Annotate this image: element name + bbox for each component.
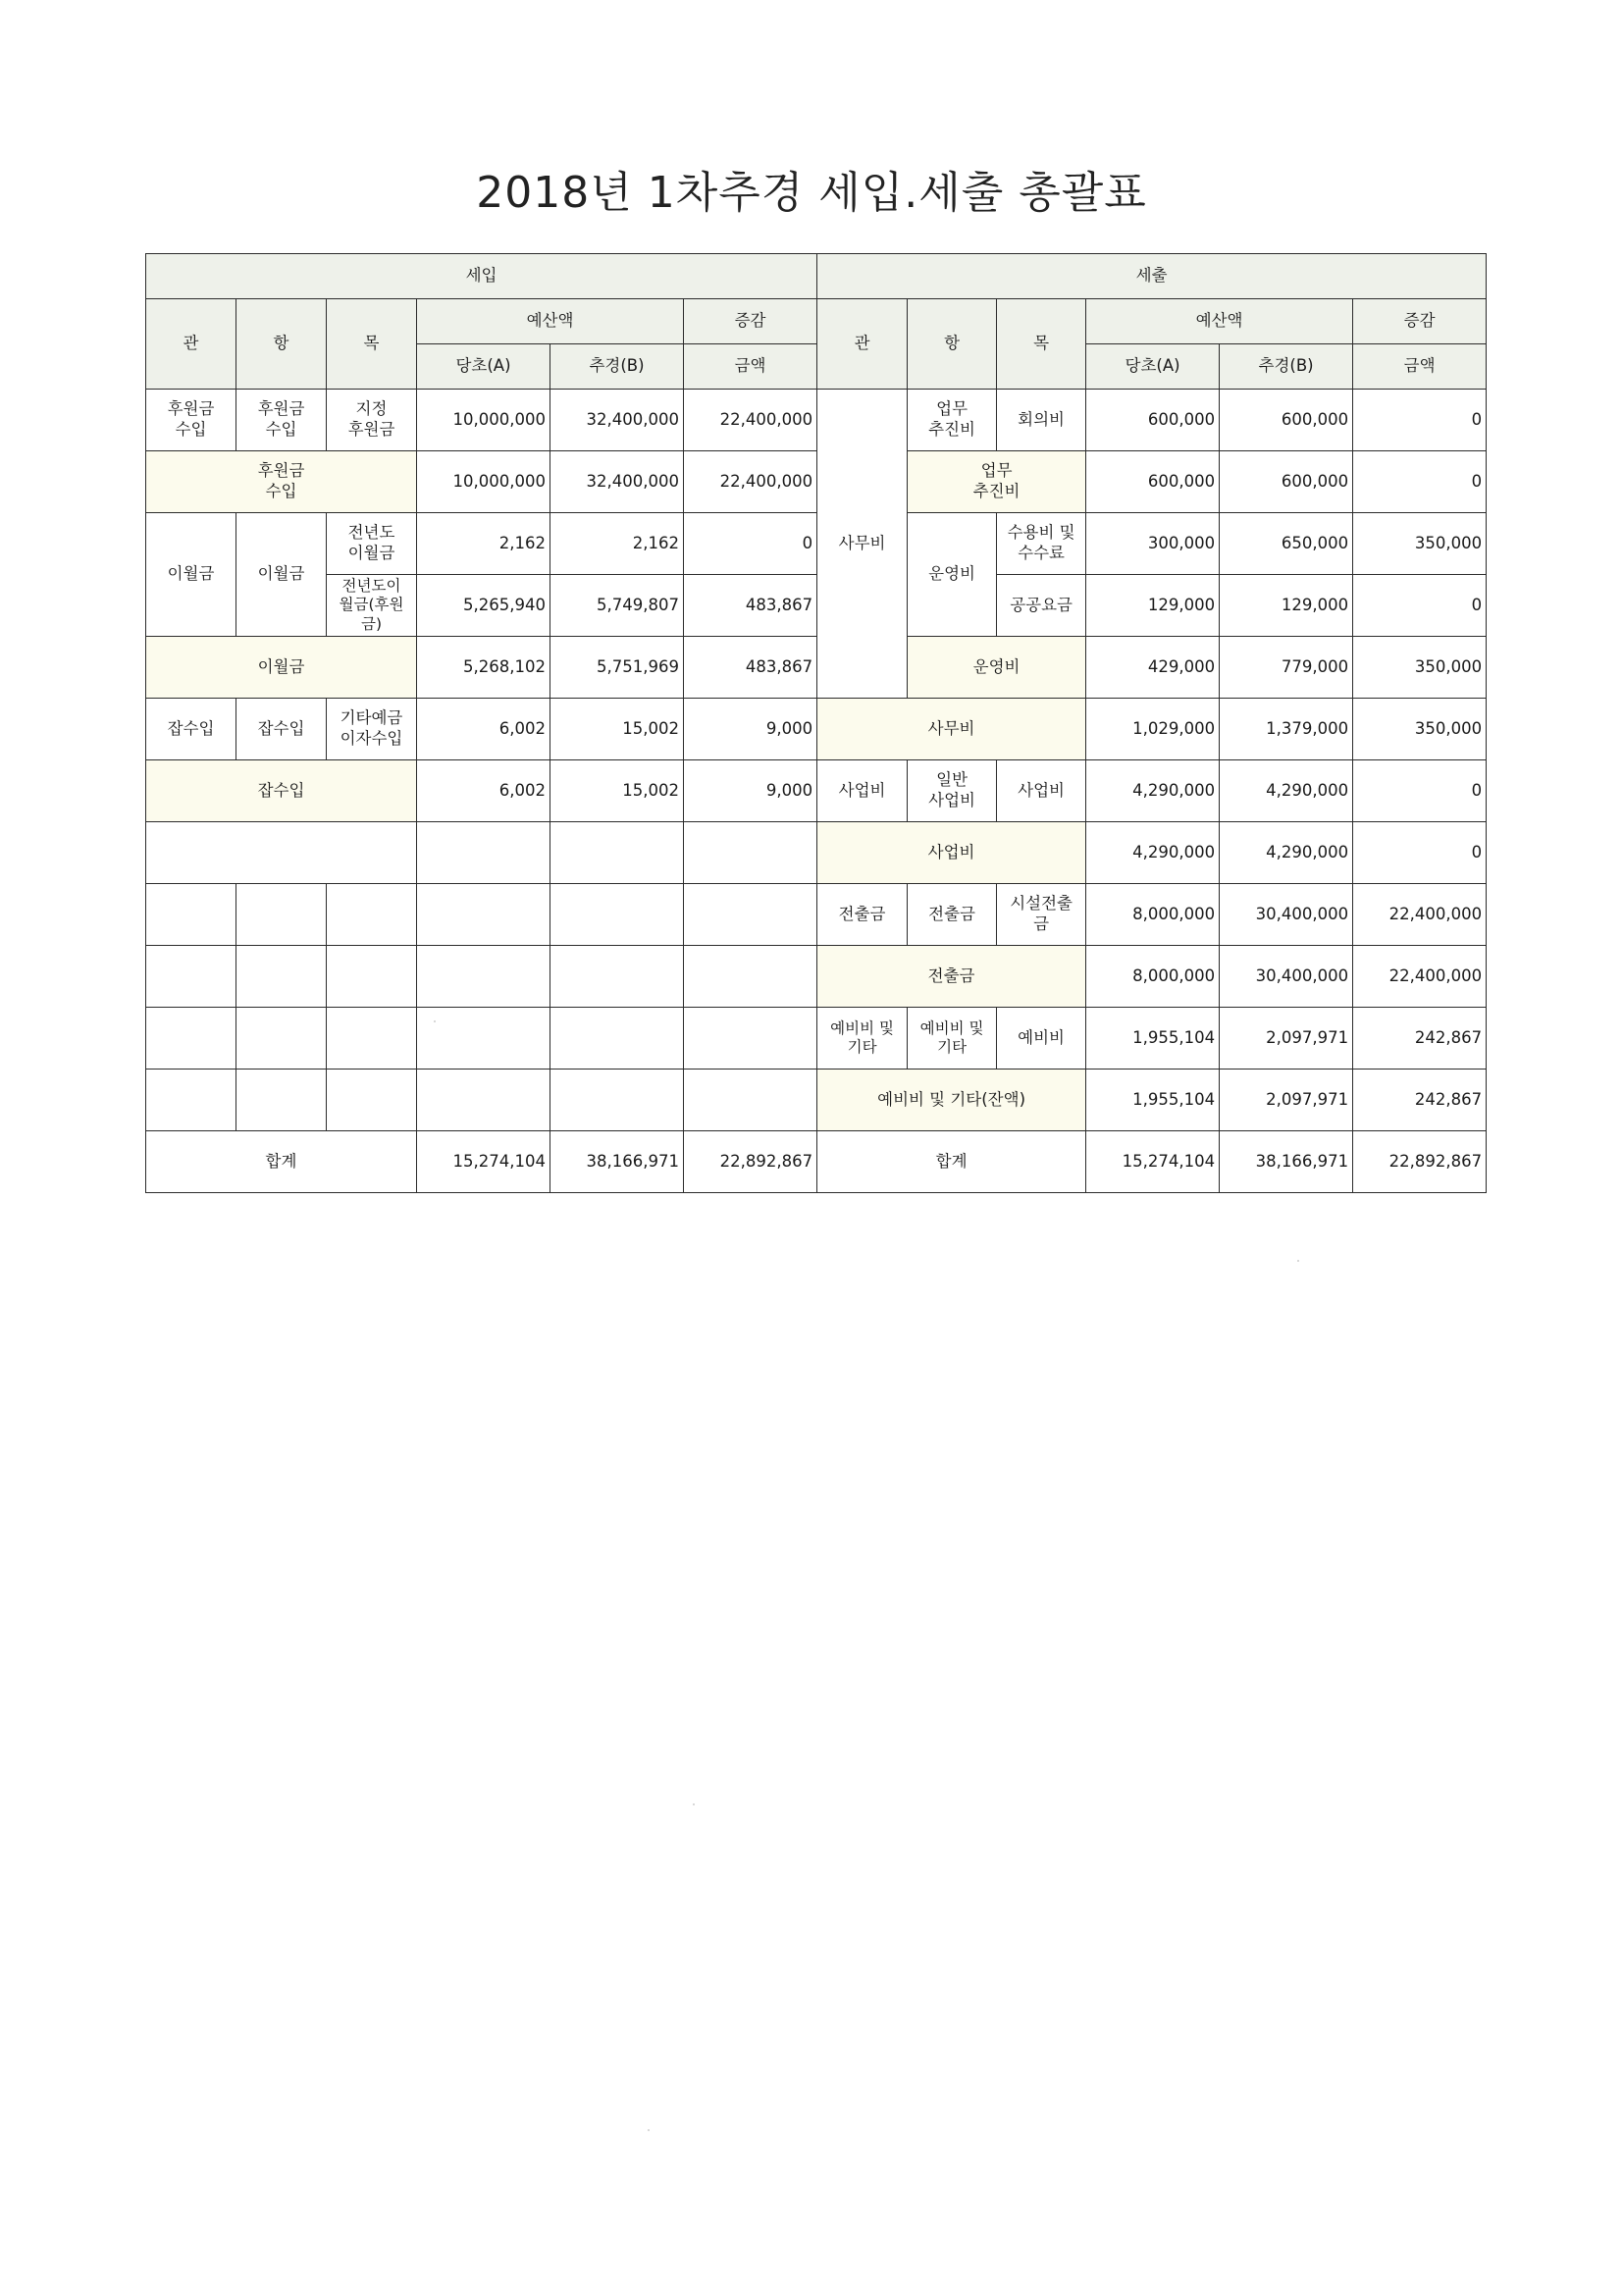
- rev-empty-cell: [327, 884, 417, 946]
- rev-revised-cell: 15,002: [550, 699, 684, 760]
- rev-subtotal-label: 후원금 수입: [146, 451, 417, 513]
- exp-revised-cell: 1,379,000: [1220, 699, 1353, 760]
- expense-header: 세출: [817, 254, 1487, 299]
- rev-hang-cell: 후원금 수입: [236, 390, 327, 451]
- rev-subtotal-label: 잡수입: [146, 760, 417, 822]
- budget-summary-table: [145, 253, 1487, 1193]
- rev-gwan-cell: 잡수입: [146, 699, 236, 760]
- rev-empty-cell: [417, 822, 550, 884]
- exp-original-cell: 4,290,000: [1086, 760, 1220, 822]
- rev-amount-header: 금액: [684, 344, 817, 390]
- rev-original-cell: 5,265,940: [417, 575, 550, 637]
- rev-hang-cell: 이월금: [236, 513, 327, 637]
- exp-total-change: 22,892,867: [1353, 1131, 1487, 1193]
- exp-amount-header: 금액: [1353, 344, 1487, 390]
- rev-gwan-header: 관: [146, 299, 236, 390]
- exp-revised-cell: 779,000: [1220, 637, 1353, 699]
- exp-revised-cell: 600,000: [1220, 390, 1353, 451]
- rev-empty-cell: [146, 1070, 236, 1131]
- rev-empty-cell: [684, 1070, 817, 1131]
- rev-empty-cell: [236, 946, 327, 1008]
- exp-gwan-cell-samubi: 사무비: [817, 390, 908, 699]
- exp-subtotal-label: 사무비: [817, 699, 1086, 760]
- total-row: [146, 1131, 1487, 1193]
- rev-change-cell: 483,867: [684, 575, 817, 637]
- exp-total-label: 합계: [817, 1131, 1086, 1193]
- exp-change-cell: 0: [1353, 822, 1487, 884]
- rev-change-cell: 22,400,000: [684, 390, 817, 451]
- rev-revised-header: 추경(B): [550, 344, 684, 390]
- rev-empty-cell: [146, 884, 236, 946]
- header-row-columns: [146, 299, 1487, 344]
- exp-subtotal-label: 사업비: [817, 822, 1086, 884]
- table-row: [146, 1008, 1487, 1070]
- exp-change-cell: 0: [1353, 390, 1487, 451]
- rev-empty-cell: [684, 822, 817, 884]
- exp-revised-cell: 2,097,971: [1220, 1070, 1353, 1131]
- rev-total-change: 22,892,867: [684, 1131, 817, 1193]
- exp-mok-cell: 사업비: [997, 760, 1086, 822]
- rev-empty-cell: [417, 884, 550, 946]
- exp-subtotal-label: 운영비: [908, 637, 1086, 699]
- exp-original-cell: 1,029,000: [1086, 699, 1220, 760]
- scan-speck: [434, 1020, 436, 1022]
- rev-empty-cell: [550, 822, 684, 884]
- rev-empty-cell: [550, 1008, 684, 1070]
- rev-mok-cell: 전년도 이월금: [327, 513, 417, 575]
- exp-original-header: 당초(A): [1086, 344, 1220, 390]
- table-row: [146, 760, 1487, 822]
- rev-empty-cell: [684, 884, 817, 946]
- exp-revised-cell: 600,000: [1220, 451, 1353, 513]
- table-row: [146, 822, 1487, 884]
- revenue-header: 세입: [146, 254, 817, 299]
- exp-change-cell: 22,400,000: [1353, 946, 1487, 1008]
- exp-gwan-cell: 사업비: [817, 760, 908, 822]
- rev-mok-header: 목: [327, 299, 417, 390]
- exp-original-cell: 8,000,000: [1086, 884, 1220, 946]
- rev-revised-cell: 32,400,000: [550, 451, 684, 513]
- exp-original-cell: 129,000: [1086, 575, 1220, 637]
- exp-original-cell: 4,290,000: [1086, 822, 1220, 884]
- rev-hang-header: 항: [236, 299, 327, 390]
- rev-mok-cell: 지정 후원금: [327, 390, 417, 451]
- table-row: [146, 946, 1487, 1008]
- rev-empty-cell: [236, 1008, 327, 1070]
- table-row: [146, 513, 1487, 575]
- exp-change-cell: 0: [1353, 575, 1487, 637]
- table-row: [146, 699, 1487, 760]
- exp-original-cell: 600,000: [1086, 390, 1220, 451]
- rev-revised-cell: 5,751,969: [550, 637, 684, 699]
- exp-total-revised: 38,166,971: [1220, 1131, 1353, 1193]
- rev-mok-cell: 기타예금 이자수입: [327, 699, 417, 760]
- table-row: [146, 1070, 1487, 1131]
- rev-revised-cell: 15,002: [550, 760, 684, 822]
- rev-empty-cell: [236, 884, 327, 946]
- exp-hang-cell: 업무 추진비: [908, 390, 997, 451]
- table-row: [146, 451, 1487, 513]
- rev-gwan-cell: 후원금 수입: [146, 390, 236, 451]
- rev-change-cell: 9,000: [684, 699, 817, 760]
- rev-revised-cell: 2,162: [550, 513, 684, 575]
- exp-change-cell: 0: [1353, 451, 1487, 513]
- exp-change-cell: 350,000: [1353, 699, 1487, 760]
- exp-hang-header: 항: [908, 299, 997, 390]
- rev-empty-cell: [550, 1070, 684, 1131]
- header-row-sections: [146, 254, 1487, 299]
- scan-speck: [1297, 1260, 1299, 1262]
- rev-empty-cell: [327, 946, 417, 1008]
- exp-mok-cell: 시설전출 금: [997, 884, 1086, 946]
- exp-revised-cell: 30,400,000: [1220, 884, 1353, 946]
- rev-gwan-cell: 이월금: [146, 513, 236, 637]
- table-row: [146, 884, 1487, 946]
- rev-change-cell: 0: [684, 513, 817, 575]
- exp-hang-cell: 운영비: [908, 513, 997, 637]
- rev-mok-cell: 전년도이 월금(후원 금): [327, 575, 417, 637]
- exp-revised-cell: 2,097,971: [1220, 1008, 1353, 1070]
- table-row: [146, 390, 1487, 451]
- exp-original-cell: 600,000: [1086, 451, 1220, 513]
- exp-revised-cell: 4,290,000: [1220, 822, 1353, 884]
- rev-original-cell: 6,002: [417, 699, 550, 760]
- rev-empty-cell: [417, 946, 550, 1008]
- exp-mok-cell: 예비비: [997, 1008, 1086, 1070]
- exp-original-cell: 8,000,000: [1086, 946, 1220, 1008]
- rev-empty-cell: [417, 1070, 550, 1131]
- exp-original-cell: 429,000: [1086, 637, 1220, 699]
- rev-revised-cell: 32,400,000: [550, 390, 684, 451]
- exp-gwan-cell: 예비비 및 기타: [817, 1008, 908, 1070]
- exp-change-cell: 242,867: [1353, 1008, 1487, 1070]
- rev-original-cell: 5,268,102: [417, 637, 550, 699]
- rev-empty-cell: [146, 822, 417, 884]
- rev-change-cell: 483,867: [684, 637, 817, 699]
- exp-mok-cell: 공공요금: [997, 575, 1086, 637]
- exp-change-cell: 22,400,000: [1353, 884, 1487, 946]
- exp-hang-cell: 예비비 및 기타: [908, 1008, 997, 1070]
- exp-original-cell: 1,955,104: [1086, 1008, 1220, 1070]
- rev-total-original: 15,274,104: [417, 1131, 550, 1193]
- exp-revised-cell: 4,290,000: [1220, 760, 1353, 822]
- exp-revised-cell: 129,000: [1220, 575, 1353, 637]
- rev-original-cell: 2,162: [417, 513, 550, 575]
- rev-empty-cell: [236, 1070, 327, 1131]
- rev-empty-cell: [550, 884, 684, 946]
- rev-empty-cell: [684, 946, 817, 1008]
- exp-subtotal-label: 업무 추진비: [908, 451, 1086, 513]
- rev-empty-cell: [327, 1070, 417, 1131]
- rev-original-cell: 10,000,000: [417, 390, 550, 451]
- rev-original-header: 당초(A): [417, 344, 550, 390]
- rev-change-cell: 22,400,000: [684, 451, 817, 513]
- table-row: [146, 575, 1487, 637]
- exp-hang-cell: 전출금: [908, 884, 997, 946]
- rev-empty-cell: [146, 1008, 236, 1070]
- exp-total-original: 15,274,104: [1086, 1131, 1220, 1193]
- exp-change-header: 증감: [1353, 299, 1487, 344]
- exp-original-cell: 300,000: [1086, 513, 1220, 575]
- rev-total-label: 합계: [146, 1131, 417, 1193]
- rev-empty-cell: [417, 1008, 550, 1070]
- exp-subtotal-label: 전출금: [817, 946, 1086, 1008]
- exp-change-cell: 0: [1353, 760, 1487, 822]
- scan-speck: [648, 2129, 650, 2131]
- rev-change-cell: 9,000: [684, 760, 817, 822]
- rev-original-cell: 6,002: [417, 760, 550, 822]
- rev-original-cell: 10,000,000: [417, 451, 550, 513]
- rev-empty-cell: [146, 946, 236, 1008]
- rev-empty-cell: [550, 946, 684, 1008]
- table-row: [146, 637, 1487, 699]
- rev-hang-cell: 잡수입: [236, 699, 327, 760]
- exp-mok-cell: 수용비 및 수수료: [997, 513, 1086, 575]
- rev-subtotal-label: 이월금: [146, 637, 417, 699]
- exp-revised-cell: 30,400,000: [1220, 946, 1353, 1008]
- exp-revised-cell: 650,000: [1220, 513, 1353, 575]
- exp-change-cell: 242,867: [1353, 1070, 1487, 1131]
- rev-change-header: 증감: [684, 299, 817, 344]
- exp-hang-cell: 일반 사업비: [908, 760, 997, 822]
- exp-mok-header: 목: [997, 299, 1086, 390]
- exp-gwan-cell: 전출금: [817, 884, 908, 946]
- rev-empty-cell: [684, 1008, 817, 1070]
- exp-gwan-header: 관: [817, 299, 908, 390]
- rev-budget-header: 예산액: [417, 299, 684, 344]
- scan-speck: [693, 1803, 695, 1805]
- exp-subtotal-label: 예비비 및 기타(잔액): [817, 1070, 1086, 1131]
- exp-change-cell: 350,000: [1353, 513, 1487, 575]
- exp-original-cell: 1,955,104: [1086, 1070, 1220, 1131]
- rev-total-revised: 38,166,971: [550, 1131, 684, 1193]
- exp-revised-header: 추경(B): [1220, 344, 1353, 390]
- rev-revised-cell: 5,749,807: [550, 575, 684, 637]
- exp-mok-cell: 회의비: [997, 390, 1086, 451]
- exp-change-cell: 350,000: [1353, 637, 1487, 699]
- rev-empty-cell: [327, 1008, 417, 1070]
- page-title: 2018년 1차추경 세입.세출 총괄표: [476, 168, 1147, 218]
- exp-budget-header: 예산액: [1086, 299, 1353, 344]
